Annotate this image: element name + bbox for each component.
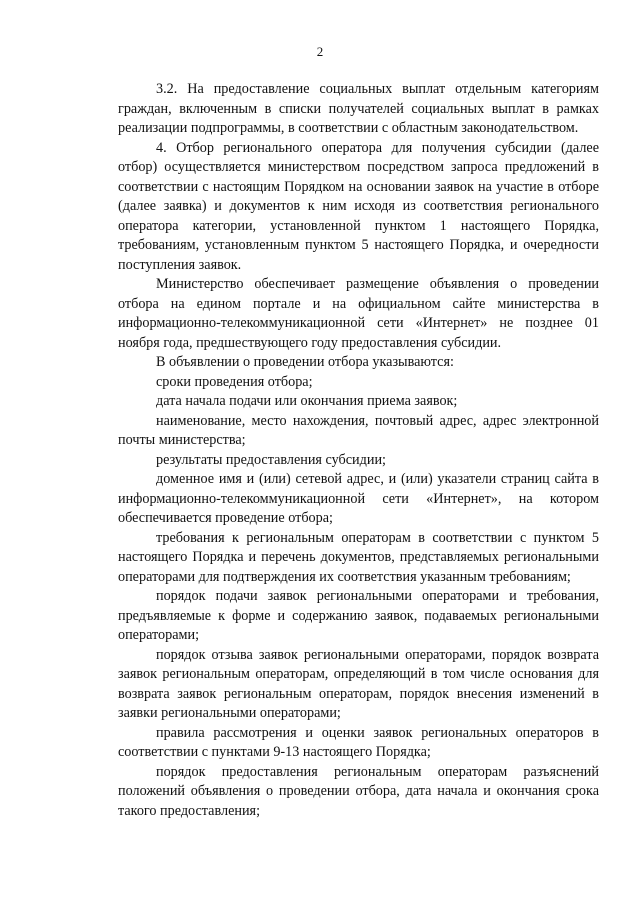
page-number: 2 (316, 44, 324, 59)
paragraph-3-2: 3.2. На предоставление социальных выплат отдельным категориям граждан, включенным в списки получателей социальных выплат в рамках реализации подпрограммы, в соответствии с областным законодательством. (118, 81, 599, 136)
document-body (118, 80, 599, 821)
list-item: порядок предоставления региональным операторам разъяснений положений объявления о проведении отбора, дата начала и окончания срока такого предоставления; (118, 763, 599, 819)
list-item: дата начала подачи или окончания приема заявок; (156, 393, 458, 409)
paragraph-announcement-contents: В объявлении о проведении отбора указываются: (156, 354, 454, 370)
list-item: правила рассмотрения и оценки заявок региональных операторов в соответствии с пунктами 9-13 настоящего Порядка; (118, 724, 599, 760)
list-item: доменное имя и (или) сетевой адрес, и (или) указатели страниц сайта в информационно-телекоммуникационной сети «Интернет», на котором обеспечивается проведение отбора; (118, 471, 599, 526)
paragraph-announcement: Министерство обеспечивает размещение объявления о проведении отбора на едином портале и на официальном сайте министерства в информационно-телекоммуникационной сети «Интернет» не позднее 01 ноября года, предшествующего году предоставления субсидии. (118, 276, 599, 351)
list-item: порядок отзыва заявок региональными операторами, порядок возврата заявок региональным операторам, определяющий в том числе основания для возврата заявок региональным операторам, порядок внесения изменений в заявки региональными операторами; (118, 646, 599, 721)
list-item: порядок подачи заявок региональными операторами и требования, предъявляемые к форме и содержанию заявок, подаваемых региональными операторами; (118, 588, 599, 643)
list-item: требования к региональным операторам в соответствии с пунктом 5 настоящего Порядка и перечень документов, представляемых региональными операторами для подтверждения их соответствия указанным требованиям; (118, 529, 599, 585)
list-item: наименование, место нахождения, почтовый адрес, адрес электронной почты министерства; (118, 412, 599, 448)
list-item: результаты предоставления субсидии; (156, 451, 386, 468)
paragraph-4: 4. Отбор регионального оператора для получения субсидии (далее отбор) осуществляется министерством посредством запроса предложений в соответствии с настоящим Порядком на основании заявок на участие в отборе (далее заявка) и документов к ним исходя из соответствия регионального оператора категории, установленной пунктом 1 настоящего Порядка, требованиям, установленным пунктом 5 настоящего Порядка, и очередности поступления заявок. (118, 139, 599, 273)
list-item: сроки проведения отбора; (156, 373, 313, 390)
